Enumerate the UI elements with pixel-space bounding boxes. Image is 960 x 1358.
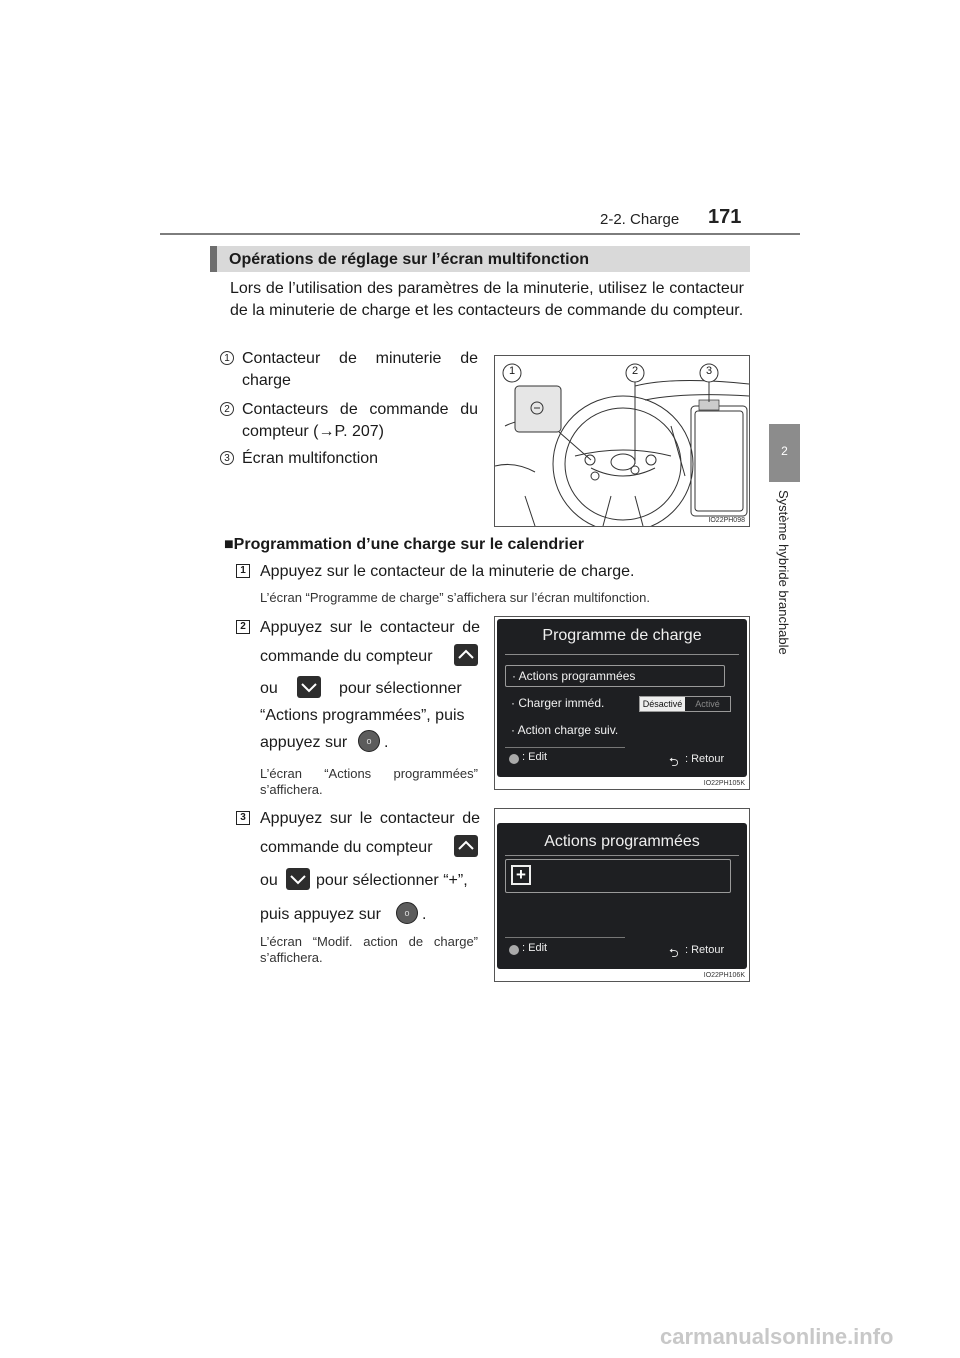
step-line: commande du compteur [260, 839, 433, 856]
section-heading: Opérations de réglage sur l’écran multifonction [210, 246, 750, 272]
up-button-icon [454, 644, 478, 666]
step-line: . [384, 734, 389, 751]
down-button-icon [286, 868, 310, 890]
step-note: L’écran “Programme de charge” s’affichera sur l’écran multifonction. [260, 590, 650, 605]
down-button-icon [297, 676, 321, 698]
edit-label: : Edit [522, 942, 548, 954]
figure-marker: 1 [508, 365, 516, 377]
figure-caption: IO22PH105K [703, 780, 745, 787]
screen-figure-1 [494, 616, 750, 790]
screen-title: Actions programmées [544, 833, 700, 850]
callout-line: Contacteur de minuterie de [242, 350, 478, 367]
callout-text [242, 348, 478, 392]
screen-title: Programme de charge [542, 627, 702, 644]
enter-knob-icon: o [396, 902, 418, 924]
step-number: 1 [236, 564, 250, 578]
enter-knob-icon: o [358, 730, 380, 752]
step-line: Appuyez sur le contacteur de [260, 810, 480, 827]
chapter-title: Système hybride branchable [776, 490, 791, 655]
callout-number: 3 [220, 451, 234, 465]
chapter-tab-number: 2 [781, 444, 788, 458]
step-line: puis appuyez sur [260, 906, 381, 923]
callout-text: Écran multifonction [242, 450, 379, 467]
step-line: Appuyez sur le contacteur de [260, 619, 480, 636]
add-action-row[interactable] [505, 859, 731, 893]
toggle-off[interactable]: Désactivé [640, 697, 685, 711]
edit-knob-icon [509, 945, 519, 955]
back-label: : Retour [685, 753, 725, 765]
screen-footer-rule [505, 747, 625, 748]
callout-number: 2 [220, 402, 234, 416]
screen-figure-2 [494, 808, 750, 982]
back-arrow-icon: ⮌ [669, 755, 679, 769]
site-watermark: carmanualsonline.info [660, 1324, 894, 1349]
step-line: pour sélectionner “+”, [316, 872, 468, 889]
step-line: commande du compteur [260, 648, 433, 665]
edit-knob-icon [509, 754, 519, 764]
up-button-icon [454, 835, 478, 857]
screen-title-rule [505, 855, 739, 856]
figure-caption: IO22PH098 [708, 517, 745, 524]
step-number: 2 [236, 620, 250, 634]
step-text: Appuyez sur le contacteur de la minuterie de charge. [260, 563, 635, 580]
page-number: 171 [708, 206, 742, 228]
step-line: “Actions programmées”, puis [260, 707, 465, 724]
menu-item-charge-now[interactable]: · Charger imméd. [511, 696, 605, 710]
menu-item-next-action[interactable]: · Action charge suiv. [511, 723, 619, 737]
back-arrow-icon: ⮌ [669, 946, 679, 960]
step-line: ou [260, 872, 278, 889]
header-rule [160, 233, 800, 235]
screen-title-rule [505, 654, 739, 655]
back-label: : Retour [685, 944, 725, 956]
step-note: L’écran “Modif. action de charge” s’affichera. [260, 934, 478, 965]
screen-footer-rule [505, 937, 625, 938]
display-screen [497, 823, 747, 969]
callout-line: compteur (→P. 207) [242, 423, 384, 440]
step-note: L’écran “Actions programmées” s’affichera. [260, 766, 478, 797]
figure-marker: 3 [705, 365, 713, 377]
callout-number: 1 [220, 351, 234, 365]
step-number: 3 [236, 811, 250, 825]
step-line: appuyez sur [260, 734, 348, 751]
subheading: ■Programmation d’une charge sur le calendrier [224, 536, 584, 553]
figure-marker: 2 [631, 365, 639, 377]
edit-label: : Edit [522, 751, 548, 763]
section-title: 2-2. Charge [600, 211, 680, 228]
step-line: ou [260, 680, 278, 697]
callout-line: charge [242, 372, 291, 389]
add-button[interactable]: + [511, 865, 531, 885]
intro-paragraph: Lors de l’utilisation des paramètres de la minuterie, utilisez le contacteur de la minuterie de charge et les contacteurs de commande du compteur. [230, 280, 744, 319]
menu-item-scheduled[interactable]: · Actions programmées [505, 665, 725, 687]
callout-line: Contacteurs de commande du [242, 401, 478, 418]
toggle-on[interactable]: Activé [695, 699, 720, 709]
step-line: . [422, 906, 427, 923]
step-line: pour sélectionner [339, 680, 462, 697]
dashboard-figure [494, 355, 750, 527]
display-screen [497, 619, 747, 777]
callout-text [242, 399, 478, 443]
figure-caption: IO22PH106K [703, 972, 745, 979]
dashboard-illustration [495, 356, 749, 526]
toggle-switch[interactable] [639, 696, 731, 712]
